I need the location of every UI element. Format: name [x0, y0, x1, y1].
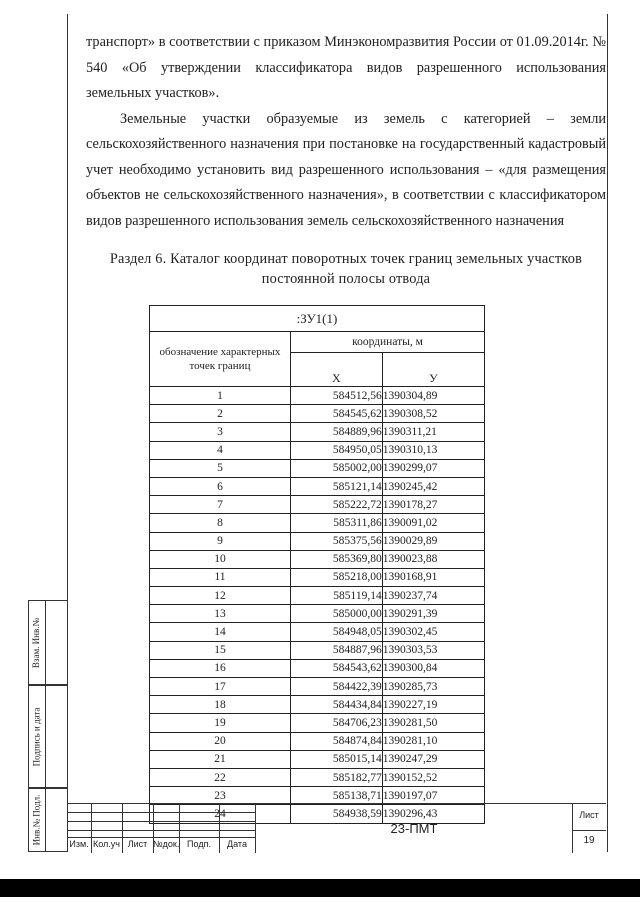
- table-row: [150, 750, 485, 768]
- table-row: [150, 678, 485, 696]
- coord-x: 584938,59: [291, 805, 383, 823]
- section-title: Раздел 6. Каталог координат поворотных точек границ земельных участков постоянной полосы отвода: [109, 251, 583, 287]
- point-number: 9: [150, 532, 291, 550]
- coord-y: 1390281,10: [382, 732, 484, 750]
- point-number: 24: [150, 805, 291, 823]
- table-row: [150, 441, 485, 459]
- coord-x: 585218,00: [291, 568, 383, 586]
- coord-y: 1390247,29: [382, 750, 484, 768]
- coord-y: 1390310,13: [382, 441, 484, 459]
- point-number: 10: [150, 550, 291, 568]
- coord-y: 1390029,89: [382, 532, 484, 550]
- point-number: 15: [150, 641, 291, 659]
- coord-y: 1390300,84: [382, 659, 484, 677]
- strip-label-vzam: Взам. Инв.№: [31, 617, 42, 668]
- coord-x: 584434,84: [291, 696, 383, 714]
- table-row: [150, 496, 485, 514]
- coord-y: 1390311,21: [382, 423, 484, 441]
- side-strip: [28, 600, 45, 852]
- coord-y: 1390296,43: [382, 805, 484, 823]
- coord-y: 1390168,91: [382, 568, 484, 586]
- coord-y: 1390152,52: [382, 768, 484, 786]
- table-row: [150, 732, 485, 750]
- table-row: [150, 405, 485, 423]
- coord-y: 1390178,27: [382, 496, 484, 514]
- header-x: X: [291, 353, 383, 387]
- table-row: [150, 696, 485, 714]
- table-row: [150, 568, 485, 586]
- body-text: [86, 30, 606, 234]
- point-number: 1: [150, 387, 291, 405]
- stamp-header-kol: Кол.уч: [93, 839, 120, 849]
- table-row: [150, 768, 485, 786]
- stamp-header-doc: №док.: [153, 839, 180, 849]
- point-number: 22: [150, 768, 291, 786]
- coord-x: 584874,84: [291, 732, 383, 750]
- table-row: [150, 641, 485, 659]
- point-number: 17: [150, 678, 291, 696]
- point-number: 6: [150, 477, 291, 495]
- point-number: 16: [150, 659, 291, 677]
- title-block-grid: [67, 804, 255, 853]
- coord-y: 1390197,07: [382, 787, 484, 805]
- point-number: 21: [150, 750, 291, 768]
- table-row: [150, 423, 485, 441]
- coord-x: 585369,80: [291, 550, 383, 568]
- header-y: У: [382, 353, 484, 387]
- table-row: [150, 514, 485, 532]
- coord-x: 585375,56: [291, 532, 383, 550]
- parcel-id: :ЗУ1(1): [150, 306, 485, 332]
- point-number: 18: [150, 696, 291, 714]
- sheet-number: 19: [572, 830, 606, 846]
- point-number: 23: [150, 787, 291, 805]
- table-row: [150, 623, 485, 641]
- scan-bottom-bar: [0, 879, 640, 897]
- strip-label-podpis: Подпись и дата: [31, 707, 42, 766]
- paragraph-1: транспорт» в соответствии с приказом Минэкономразвития России от 01.09.2014г. № 540 «Об утверждении классификатора видов разрешенного использования земельных участков».: [86, 34, 606, 101]
- coord-x: 584422,39: [291, 678, 383, 696]
- coordinates-table: [149, 305, 485, 824]
- coord-x: 584948,05: [291, 623, 383, 641]
- coord-y: 1390227,19: [382, 696, 484, 714]
- point-number: 14: [150, 623, 291, 641]
- coord-y: 1390303,53: [382, 641, 484, 659]
- strip-label-inv: Инв.№ Подл.: [31, 794, 42, 846]
- paragraph-2: Земельные участки образуемые из земель с категорией – земли сельскохозяйственного назначения при постановке на государственный кадастровый учет необходимо установить вид разрешенного использования – «для размещения объектов не сельскохозяйственного назначения», в соответствии с классификатором видов разрешенного использования земель сельскохозяйственного назначения: [86, 110, 606, 229]
- point-number: 8: [150, 514, 291, 532]
- table-row: [150, 477, 485, 495]
- point-number: 19: [150, 714, 291, 732]
- coord-x: 584706,23: [291, 714, 383, 732]
- point-number: 7: [150, 496, 291, 514]
- coord-y: 1390237,74: [382, 587, 484, 605]
- coord-x: 584545,62: [291, 405, 383, 423]
- point-number: 3: [150, 423, 291, 441]
- coord-y: 1390308,52: [382, 405, 484, 423]
- stamp-header-izm: Изм.: [69, 839, 89, 849]
- table-body: [150, 387, 485, 824]
- coord-x: 584950,05: [291, 441, 383, 459]
- point-number: 20: [150, 732, 291, 750]
- point-number: 12: [150, 587, 291, 605]
- table-row: [150, 587, 485, 605]
- point-number: 5: [150, 459, 291, 477]
- coord-x: 584512,56: [291, 387, 383, 405]
- point-number: 4: [150, 441, 291, 459]
- coord-y: 1390302,45: [382, 623, 484, 641]
- document-code: 23-ПМТ: [255, 804, 573, 853]
- table-row: [150, 550, 485, 568]
- table-row: [150, 605, 485, 623]
- stamp-header-podp: Подп.: [187, 839, 211, 849]
- coord-y: 1390304,89: [382, 387, 484, 405]
- stamp-header-data: Дата: [227, 839, 247, 849]
- coord-y: 1390245,42: [382, 477, 484, 495]
- coord-y: 1390091,02: [382, 514, 484, 532]
- coord-y: 1390281,50: [382, 714, 484, 732]
- point-number: 13: [150, 605, 291, 623]
- table-row: [150, 532, 485, 550]
- header-coordinates: координаты, м: [291, 332, 485, 353]
- title-block: [67, 803, 606, 853]
- table-row: [150, 659, 485, 677]
- point-number: 2: [150, 405, 291, 423]
- coord-x: 585311,86: [291, 514, 383, 532]
- coord-x: 584543,62: [291, 659, 383, 677]
- coord-y: 1390285,73: [382, 678, 484, 696]
- coord-x: 584887,96: [291, 641, 383, 659]
- coord-x: 585138,71: [291, 787, 383, 805]
- table-row: [150, 387, 485, 405]
- sheet-label: Лист: [579, 810, 599, 820]
- coord-x: 585182,77: [291, 768, 383, 786]
- coord-x: 585119,14: [291, 587, 383, 605]
- coord-y: 1390299,07: [382, 459, 484, 477]
- coord-x: 585000,00: [291, 605, 383, 623]
- coord-y: 1390291,39: [382, 605, 484, 623]
- coord-x: 585121,14: [291, 477, 383, 495]
- coord-x: 585222,72: [291, 496, 383, 514]
- table-row: [150, 714, 485, 732]
- coord-x: 585002,00: [291, 459, 383, 477]
- stamp-header-list: Лист: [127, 839, 148, 849]
- coord-x: 584889,96: [291, 423, 383, 441]
- table-row: [150, 459, 485, 477]
- coord-y: 1390023,88: [382, 550, 484, 568]
- coord-x: 585015,14: [291, 750, 383, 768]
- point-number: 11: [150, 568, 291, 586]
- header-point: обозначение характерных точек границ: [150, 332, 291, 387]
